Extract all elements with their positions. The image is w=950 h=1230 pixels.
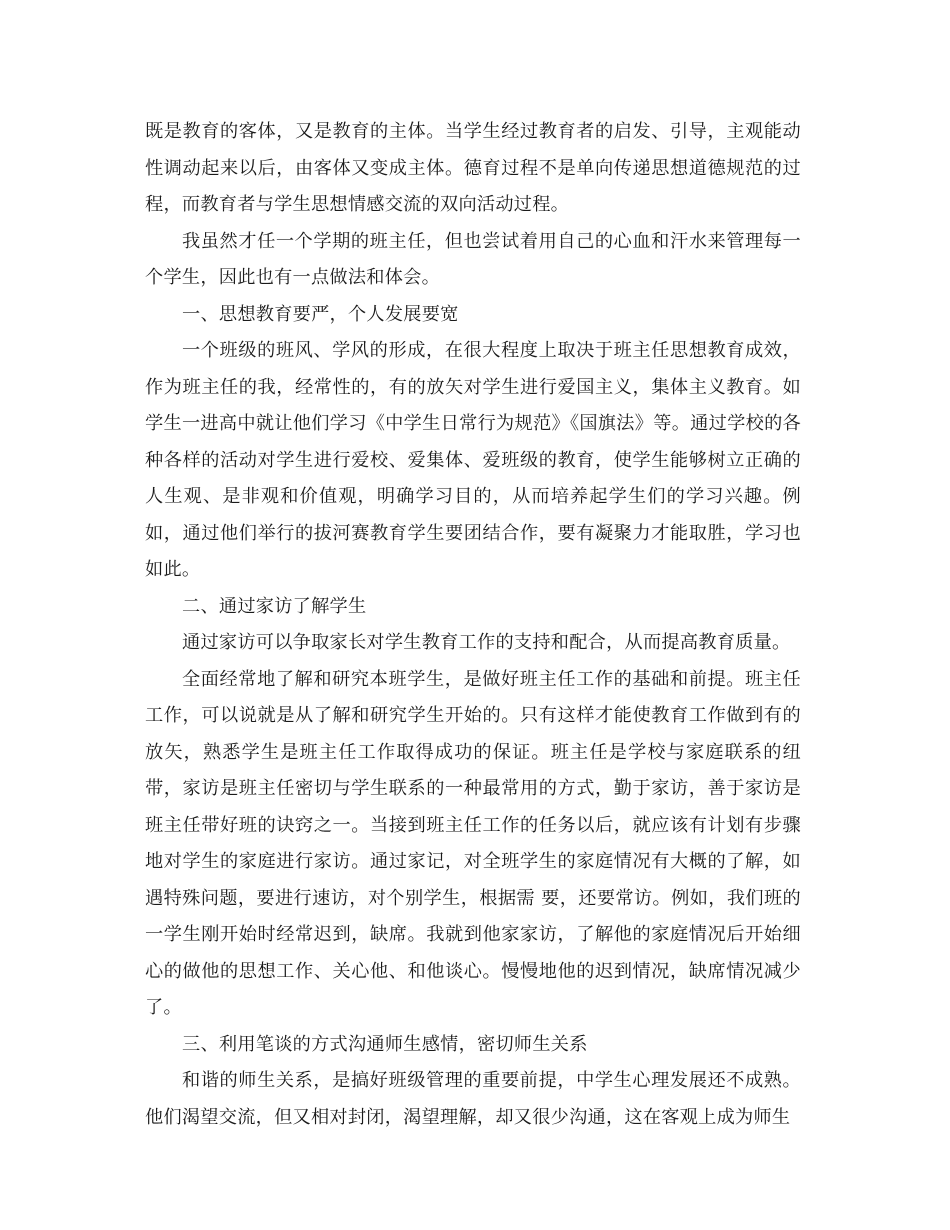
paragraph-section-3: 和谐的师生关系，是搞好班级管理的重要前提，中学生心理发展还不成熟。他们渴望交流，但又相对封闭，渴望理解，却又很少沟通，这在客观上成为师生 [145,1070,801,1128]
paragraph-intro: 我虽然才任一个学期的班主任，但也尝试着用自己的心血和汗水来管理每一个学生，因此也有一点做法和体会。 [145,230,801,288]
section-heading-2: 二、通过家访了解学生 [182,595,367,617]
paragraph-home-visit-detail: 全面经常地了解和研究本班学生，是做好班主任工作的基础和前提。班主任工作，可以说就是从了解和研究学生开始的。只有这样才能使教育工作做到有的放矢，熟悉学生是班主任工作取得成功的保证。班主任是学校与家庭联系的纽带，家访是班主任密切与学生联系的一种最常用的方式，勤于家访，善于家访是班主任带好班的诀窍之一。当接到班主任工作的任务以后，就应该有计划有步骤地对学生的家庭进行家访。通过家记，对全班学生的家庭情况有大概的了解，如遇特殊问题，要进行速访，对个别学生，根据需 要，还要常访。例如，我们班的一学生刚开始时经常迟到，缺席。我就到他家家访，了解他的家庭情况后开始细心的做他的思想工作、关心他、和他谈心。慢慢地他的迟到情况，缺席情况减少了。 [145,668,801,1018]
document-body [145,114,801,1136]
paragraph-home-visit-purpose: 通过家访可以争取家长对学生教育工作的支持和配合，从而提高教育质量。 [182,632,791,653]
paragraph-section-1: 一个班级的班风、学风的形成，在很大程度上取决于班主任思想教育成效，作为班主任的我，经常性的，有的放矢对学生进行爱国主义，集体主义教育。如学生一进高中就让他们学习《中学生日常行为规范》《国旗法》等。通过学校的各种各样的活动对学生进行爱校、爱集体、爱班级的教育，使学生能够树立正确的人生观、是非观和价值观，明确学习目的，从而培养起学生们的学习兴趣。例如，通过他们举行的拔河赛教育学生要团结合作，要有凝聚力才能取胜，学习也如此。 [145,340,801,580]
section-heading-3: 三、利用笔谈的方式沟通师生感情，密切师生关系 [182,1033,588,1055]
paragraph-continuation: 既是教育的客体，又是教育的主体。当学生经过教育者的启发、引导，主观能动性调动起来以后，由客体又变成主体。德育过程不是单向传递思想道德规范的过程，而教育者与学生思想情感交流的双向活动过程。 [145,121,801,215]
section-heading-1: 一、思想教育要严，个人发展要宽 [182,303,459,325]
